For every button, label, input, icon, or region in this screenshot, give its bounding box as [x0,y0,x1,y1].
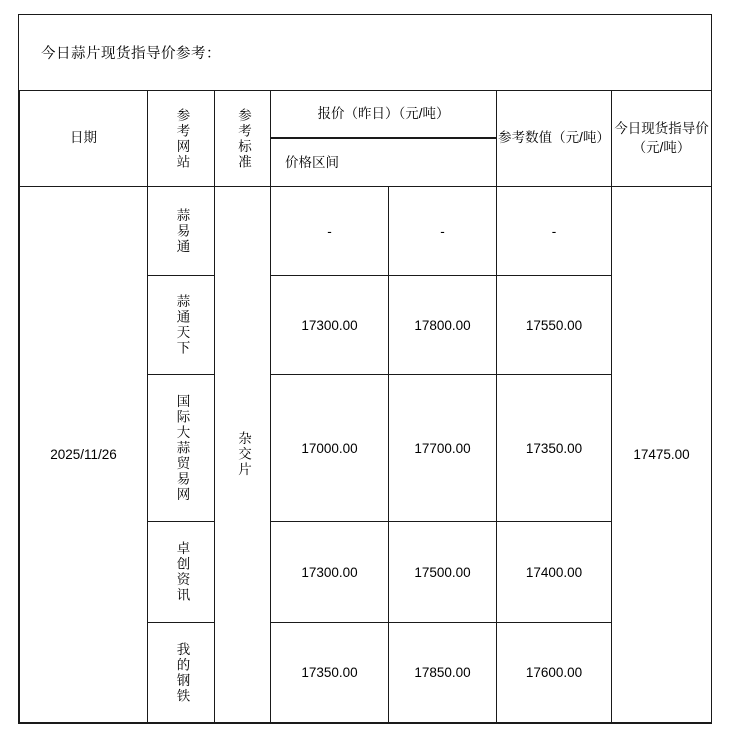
cell-website: 国际大蒜贸易网 [148,375,215,522]
header-standard: 参考标准 [215,91,271,187]
cell-standard: 杂交片 [215,187,271,723]
cell-website: 蒜通天下 [148,276,215,375]
cell-low: 17000.00 [271,375,389,522]
table-header-row [20,91,712,139]
header-quote-group: 报价（昨日）（元/吨） [271,91,497,139]
document-title: 今日蒜片现货指导价参考： [41,46,221,62]
cell-reference: 17350.00 [497,375,612,522]
cell-low: 17300.00 [271,522,389,623]
cell-low: - [271,187,389,276]
cell-website: 卓创资讯 [148,522,215,623]
header-reference-value: 参考数值（元/吨） [497,91,612,187]
cell-website: 蒜易通 [148,187,215,276]
cell-date: 2025/11/26 [20,187,148,723]
cell-today-price: 17475.00 [612,187,712,723]
price-table-sheet [18,14,712,724]
title-row [19,15,711,91]
table-row [20,187,712,276]
price-table [19,91,712,723]
cell-website: 我的钢铁 [148,623,215,723]
cell-low: 17350.00 [271,623,389,723]
cell-high: 17500.00 [389,522,497,623]
header-price-range: 价格区间 [271,139,497,187]
cell-high: - [389,187,497,276]
cell-reference: - [497,187,612,276]
header-website: 参考网站 [148,91,215,187]
cell-low: 17300.00 [271,276,389,375]
cell-reference: 17600.00 [497,623,612,723]
cell-high: 17850.00 [389,623,497,723]
header-date: 日期 [20,91,148,187]
cell-reference: 17550.00 [497,276,612,375]
cell-reference: 17400.00 [497,522,612,623]
cell-high: 17800.00 [389,276,497,375]
cell-high: 17700.00 [389,375,497,522]
header-today-price: 今日现货指导价（元/吨） [612,91,712,187]
